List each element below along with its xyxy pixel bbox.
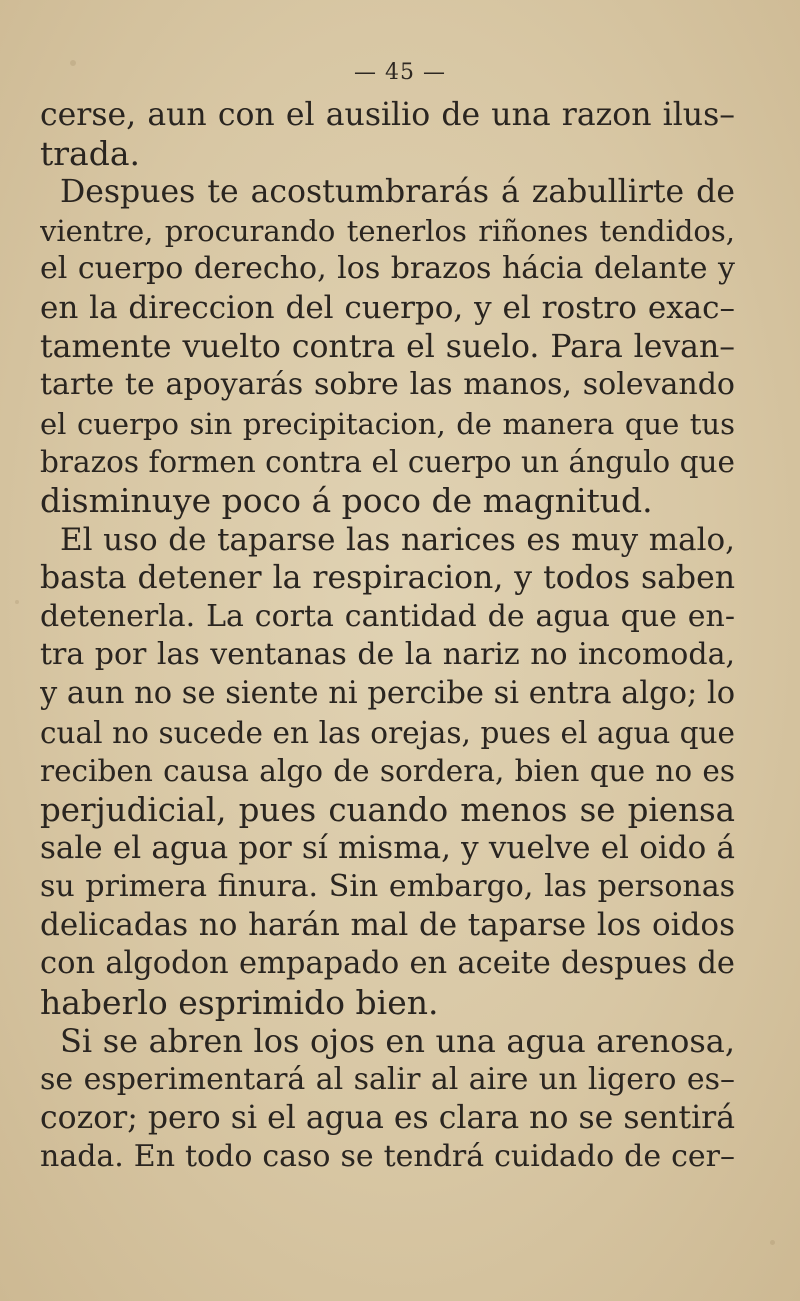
text-line: y aun no se siente ni percibe si entra algo; lo — [40, 675, 735, 711]
text-line: sale el agua por sí misma, y vuelve el oido á — [40, 830, 735, 867]
paper-spot — [15, 600, 19, 604]
text-line: se esperimentará al salir al aire un ligero es– — [40, 1061, 735, 1097]
text-line: disminuye poco á poco de magnitud. — [40, 481, 653, 520]
text-line: cual no sucede en las orejas, pues el agua que — [40, 715, 735, 750]
text-line: Si se abren los ojos en una agua arenosa, — [60, 1022, 735, 1061]
text-line: El uso de taparse las narices es muy malo, — [60, 521, 735, 558]
text-line: vientre, procurando tenerlos riñones tendidos, — [40, 213, 735, 248]
text-line: detenerla. La corta cantidad de agua que en- — [40, 598, 735, 634]
text-line: Despues te acostumbrarás á zabullirte de — [60, 174, 735, 211]
text-line: cerse, aun con el ausilio de una razon ilus– — [40, 97, 735, 133]
text-line: nada. En todo caso se tendrá cuidado de cer– — [40, 1139, 735, 1175]
text-line: perjudicial, pues cuando menos se piensa — [40, 790, 735, 829]
text-line: cozor; pero si el agua es clara no se sentirá — [40, 1100, 735, 1137]
text-line: su primera finura. Sin embargo, las personas — [40, 868, 735, 904]
text-line: con algodon empapado en aceite despues de — [40, 946, 735, 982]
text-line: haberlo esprimido bien. — [40, 983, 439, 1022]
text-line: el cuerpo sin precipitacion, de manera que tus — [40, 406, 735, 441]
text-line: tra por las ventanas de la nariz no incomoda, — [40, 637, 735, 673]
text-line: en la direccion del cuerpo, y el rostro exac– — [40, 289, 735, 326]
text-line: basta detener la respiracion, y todos saben — [40, 560, 735, 597]
paper-spot — [770, 1240, 775, 1245]
text-line: brazos formen contra el cuerpo un ángulo que — [40, 445, 735, 480]
text-line: el cuerpo derecho, los brazos hácia delante y — [40, 251, 735, 287]
text-line: tamente vuelto contra el suelo. Para levan– — [40, 328, 735, 365]
text-line: trada. — [40, 134, 140, 173]
text-line: delicadas no harán mal de taparse los oidos — [40, 907, 735, 944]
page-number: — 45 — — [354, 60, 446, 85]
text-line: tarte te apoyarás sobre las manos, solevando — [40, 367, 735, 403]
body-text — [40, 96, 735, 1177]
text-line: reciben causa algo de sordera, bien que no es — [40, 754, 735, 789]
